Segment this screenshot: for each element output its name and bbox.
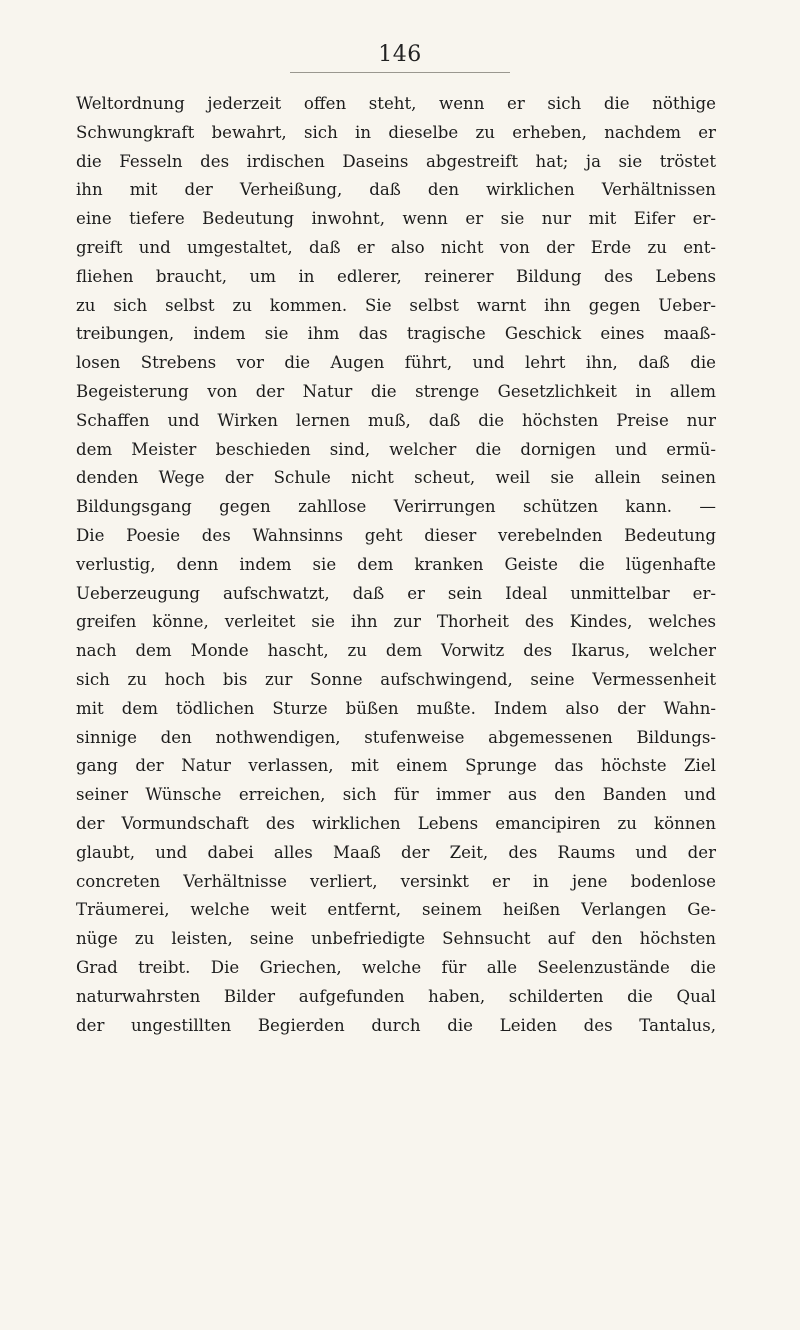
text-line: nach dem Monde hascht, zu dem Vorwitz des Ikarus, welcher <box>76 641 716 661</box>
text-line: sich zu hoch bis zur Sonne aufschwingend, seine Vermessenheit <box>76 669 716 689</box>
page-number: 146 <box>378 42 422 67</box>
text-line: die Fesseln des irdischen Daseins abgestreift hat; ja sie tröstet <box>76 151 716 171</box>
text-line: Träumerei, welche weit entfernt, seinem heißen Verlangen Ge- <box>76 900 716 920</box>
page-number-rule <box>290 72 510 73</box>
text-line: naturwahrsten Bilder aufgefunden haben, schilderten die Qual <box>76 986 716 1006</box>
text-line: der Vormundschaft des wirklichen Lebens emancipiren zu können <box>76 813 716 833</box>
text-line: Schwungkraft bewahrt, sich in dieselbe zu erheben, nachdem er <box>76 122 716 142</box>
text-line: Grad treibt. Die Griechen, welche für alle Seelenzustände die <box>76 957 716 977</box>
text-line: eine tiefere Bedeutung inwohnt, wenn er sie nur mit Eifer er- <box>76 209 716 229</box>
text-line: nüge zu leisten, seine unbefriedigte Sehnsucht auf den höchsten <box>76 929 716 949</box>
text-line: Schaffen und Wirken lernen muß, daß die höchsten Preise nur <box>76 410 716 430</box>
text-line: verlustig, denn indem sie dem kranken Geiste die lügenhafte <box>76 554 716 574</box>
text-line: concreten Verhältnisse verliert, versinkt er in jene bodenlose <box>76 871 716 891</box>
text-line: seiner Wünsche erreichen, sich für immer aus den Banden und <box>76 785 716 805</box>
text-line: Begeisterung von der Natur die strenge Gesetzlichkeit in allem <box>76 381 716 401</box>
text-line: gang der Natur verlassen, mit einem Sprunge das höchste Ziel <box>76 756 716 776</box>
text-line: glaubt, und dabei alles Maaß der Zeit, des Raums und der <box>76 842 716 862</box>
text-line: sinnige den nothwendigen, stufenweise abgemessenen Bildungs- <box>76 727 716 747</box>
text-line: greift und umgestaltet, daß er also nicht von der Erde zu ent- <box>76 237 716 257</box>
text-line: mit dem tödlichen Sturze büßen mußte. Indem also der Wahn- <box>76 698 716 718</box>
text-line: Weltordnung jederzeit offen steht, wenn er sich die nöthige <box>76 94 716 113</box>
text-line: denden Wege der Schule nicht scheut, weil sie allein seinen <box>76 468 716 488</box>
text-line: der ungestillten Begierden durch die Leiden des Tantalus, <box>76 1015 716 1035</box>
text-line: dem Meister beschieden sind, welcher die dornigen und ermü- <box>76 439 716 459</box>
text-line: Ueberzeugung aufschwatzt, daß er sein Ideal unmittelbar er- <box>76 583 716 603</box>
text-line: fliehen braucht, um in edlerer, reinerer Bildung des Lebens <box>76 266 716 286</box>
text-line: greifen könne, verleitet sie ihn zur Thorheit des Kindes, welches <box>76 612 716 632</box>
body-text <box>76 90 716 1040</box>
text-line: Bildungsgang gegen zahllose Verirrungen schützen kann. — <box>76 497 716 517</box>
text-line: zu sich selbst zu kommen. Sie selbst warnt ihn gegen Ueber- <box>76 295 716 315</box>
text-line: losen Strebens vor die Augen führt, und lehrt ihn, daß die <box>76 353 716 373</box>
text-line: treibungen, indem sie ihm das tragische Geschick eines maaß- <box>76 324 716 344</box>
text-line: Die Poesie des Wahnsinns geht dieser verebelnden Bedeutung <box>76 525 716 545</box>
text-line: ihn mit der Verheißung, daß den wirklichen Verhältnissen <box>76 180 716 200</box>
